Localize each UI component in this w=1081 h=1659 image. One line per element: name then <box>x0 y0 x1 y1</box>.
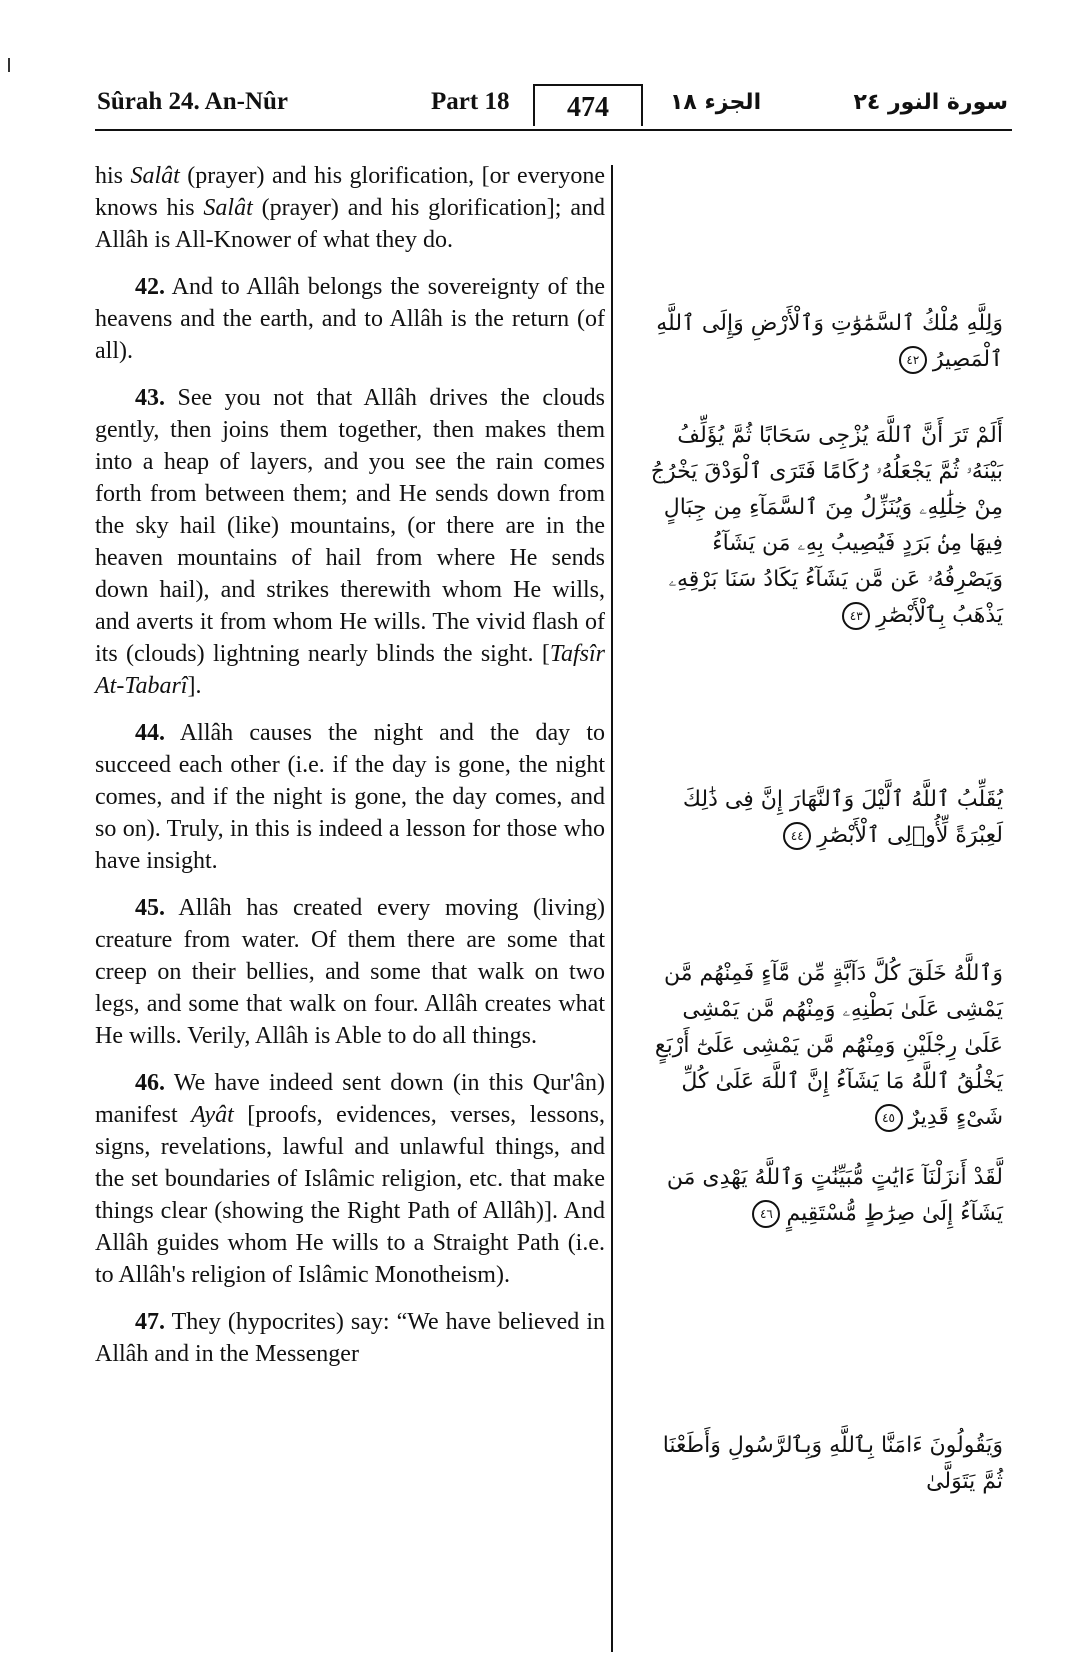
verse-text: [proofs, evidences, verses, lessons, signs, revelations, lawful and unlawful things, and the set boundaries of Islâmic religion, etc. that make things clear (showing the Right Path of Allâh)]. And Allâh guides whom He wills to a Straight Path (i.e. to Allâh's religion of Islâmic Monotheism). <box>95 1102 606 1288</box>
verse-number: 43. <box>135 385 165 411</box>
verse-number: 44. <box>135 720 165 746</box>
scan-mark <box>8 58 10 72</box>
verse-45 <box>95 892 605 1052</box>
column-divider <box>611 165 613 1652</box>
arabic-verse-47 <box>648 1428 1003 1500</box>
arabic-text: لَّقَدْ أَنزَلْنَآ ءَايَٰتٍ مُّبَيِّنَٰتٍ وَٱللَّهُ يَهْدِى مَن يَشَآءُ إِلَىٰ صِرَٰطٍ مُّسْتَقِيمٍ <box>666 1165 1003 1226</box>
verse-number: 45. <box>135 895 165 921</box>
surah-title: Sûrah 24. An-Nûr <box>97 88 289 115</box>
ayah-number-marker: ٤٣ <box>842 602 870 630</box>
verse-text: (prayer) and his glorification, [or everyone knows his <box>95 163 606 221</box>
arabic-text: وَٱللَّهُ خَلَقَ كُلَّ دَآبَّةٍ مِّن مَّآءٍ فَمِنْهُم مَّن يَمْشِى عَلَىٰ بَطْنِهِۦ وَمِنْهُم مَّن يَمْشِى عَلَىٰ رِجْلَيْنِ وَمِنْهُم مَّن يَمْشِى عَلَىٰٓ أَرْبَعٍ يَخْلُقُ ٱللَّهُ مَا يَشَآءُ إِنَّ ٱللَّهَ عَلَىٰ كُلِّ شَىْءٍ قَدِيرٌ <box>654 961 1003 1130</box>
italic-term: Tafsîr At-Tabarî <box>95 641 605 699</box>
verse-number: 47. <box>135 1309 165 1335</box>
verse-text: Allâh causes the night and the day to succeed each other (i.e. if the day is gone, the night comes, and if the night is gone, the day comes, and so on). Truly, in this is indeed a lesson for those who have insight. <box>95 720 605 874</box>
translation-column <box>95 160 605 1385</box>
arabic-verse-46 <box>648 1160 1003 1232</box>
ayah-number-marker: ٤٤ <box>783 822 811 850</box>
italic-term: Salât <box>203 195 253 221</box>
verse-46 <box>95 1067 605 1291</box>
verse-text: ]. <box>187 673 202 699</box>
ayah-number-marker: ٤٢ <box>899 346 927 374</box>
arabic-verse-45 <box>648 956 1003 1136</box>
verse-text: They (hypocrites) say: “We have believed in Allâh and in the Messenger <box>95 1309 605 1367</box>
arabic-text: وَيَقُولُونَ ءَامَنَّا بِٱللَّهِ وَبِٱلرَّسُولِ وَأَطَعْنَا ثُمَّ يَتَوَلَّىٰ <box>662 1433 1003 1494</box>
verse-number: 42. <box>135 274 165 300</box>
arabic-text: أَلَمْ تَرَ أَنَّ ٱللَّهَ يُزْجِى سَحَابًا ثُمَّ يُؤَلِّفُ بَيْنَهُۥ ثُمَّ يَجْعَلُهُۥ رُكَامًا فَتَرَى ٱلْوَدْقَ يَخْرُجُ مِنْ خِلَٰلِهِۦ وَيُنَزِّلُ مِنَ ٱلسَّمَآءِ مِن جِبَالٍ فِيهَا مِنۢ بَرَدٍ فَيُصِيبُ بِهِۦ مَن يَشَآءُ وَيَصْرِفُهُۥ عَن مَّن يَشَآءُ يَكَادُ سَنَا بَرْقِهِۦ يَذْهَبُ بِٱلْأَبْصَٰرِ <box>650 423 1003 628</box>
juz-arabic: الجزء ١٨ <box>670 90 762 115</box>
verse-number: 46. <box>135 1070 165 1096</box>
arabic-verse-42 <box>648 306 1003 378</box>
verse-text: See you not that Allâh drives the clouds gently, then joins them together, then makes them into a heap of layers, and you see the rain comes forth from between them; and He sends down from the sky hail (like) mountains, (or there are in the heaven mountains of hail from where He sends down hail), and strikes therewith whom He wills, and averts it from whom He wills. The vivid flash of its (clouds) lightning nearly blinds the sight. [ <box>95 385 605 667</box>
surah-title-arabic: سورة النور ٢٤ <box>853 90 1008 115</box>
arabic-verse-44 <box>648 782 1003 854</box>
verse-44 <box>95 717 605 877</box>
arabic-text: وَلِلَّهِ مُلْكُ ٱلسَّمَٰوَٰتِ وَٱلْأَرْضِ وَإِلَى ٱللَّهِ ٱلْمَصِيرُ <box>656 311 1003 372</box>
header-rule <box>95 129 1012 131</box>
verse-47 <box>95 1306 605 1370</box>
italic-term: Salât <box>130 163 180 189</box>
verse-text: We have indeed sent down (in this Qur'ân) manifest <box>95 1070 605 1128</box>
italic-term: Ayât <box>191 1102 234 1128</box>
verse-text: (prayer) and his glorification]; and Allâh is All-Knower of what they do. <box>95 195 605 253</box>
page-header <box>95 86 1012 130</box>
verse-43 <box>95 382 605 702</box>
verse-text: his <box>95 163 131 189</box>
verse-text: And to Allâh belongs the sovereignty of the heavens and the earth, and to Allâh is the return (of all). <box>95 274 605 364</box>
ayah-number-marker: ٤٥ <box>875 1104 903 1132</box>
arabic-text: يُقَلِّبُ ٱللَّهُ ٱلَّيْلَ وَٱلنَّهَارَ إِنَّ فِى ذَٰلِكَ لَعِبْرَةً لِّأُو۟لِى ٱلْأَبْصَٰرِ <box>682 787 1003 848</box>
verse-text: Allâh has created every moving (living) creature from water. Of them there are some that creep on their bellies, and some that walk on two legs, and some that walk on four. Allâh creates what He wills. Verily, Allâh is Able to do all things. <box>95 895 605 1049</box>
verse-41-continuation <box>95 160 605 256</box>
ayah-number-marker: ٤٦ <box>752 1200 780 1228</box>
page-number: 474 <box>533 84 643 126</box>
part-label: Part 18 <box>431 88 510 115</box>
verse-42 <box>95 271 605 367</box>
arabic-verse-43 <box>648 418 1003 634</box>
